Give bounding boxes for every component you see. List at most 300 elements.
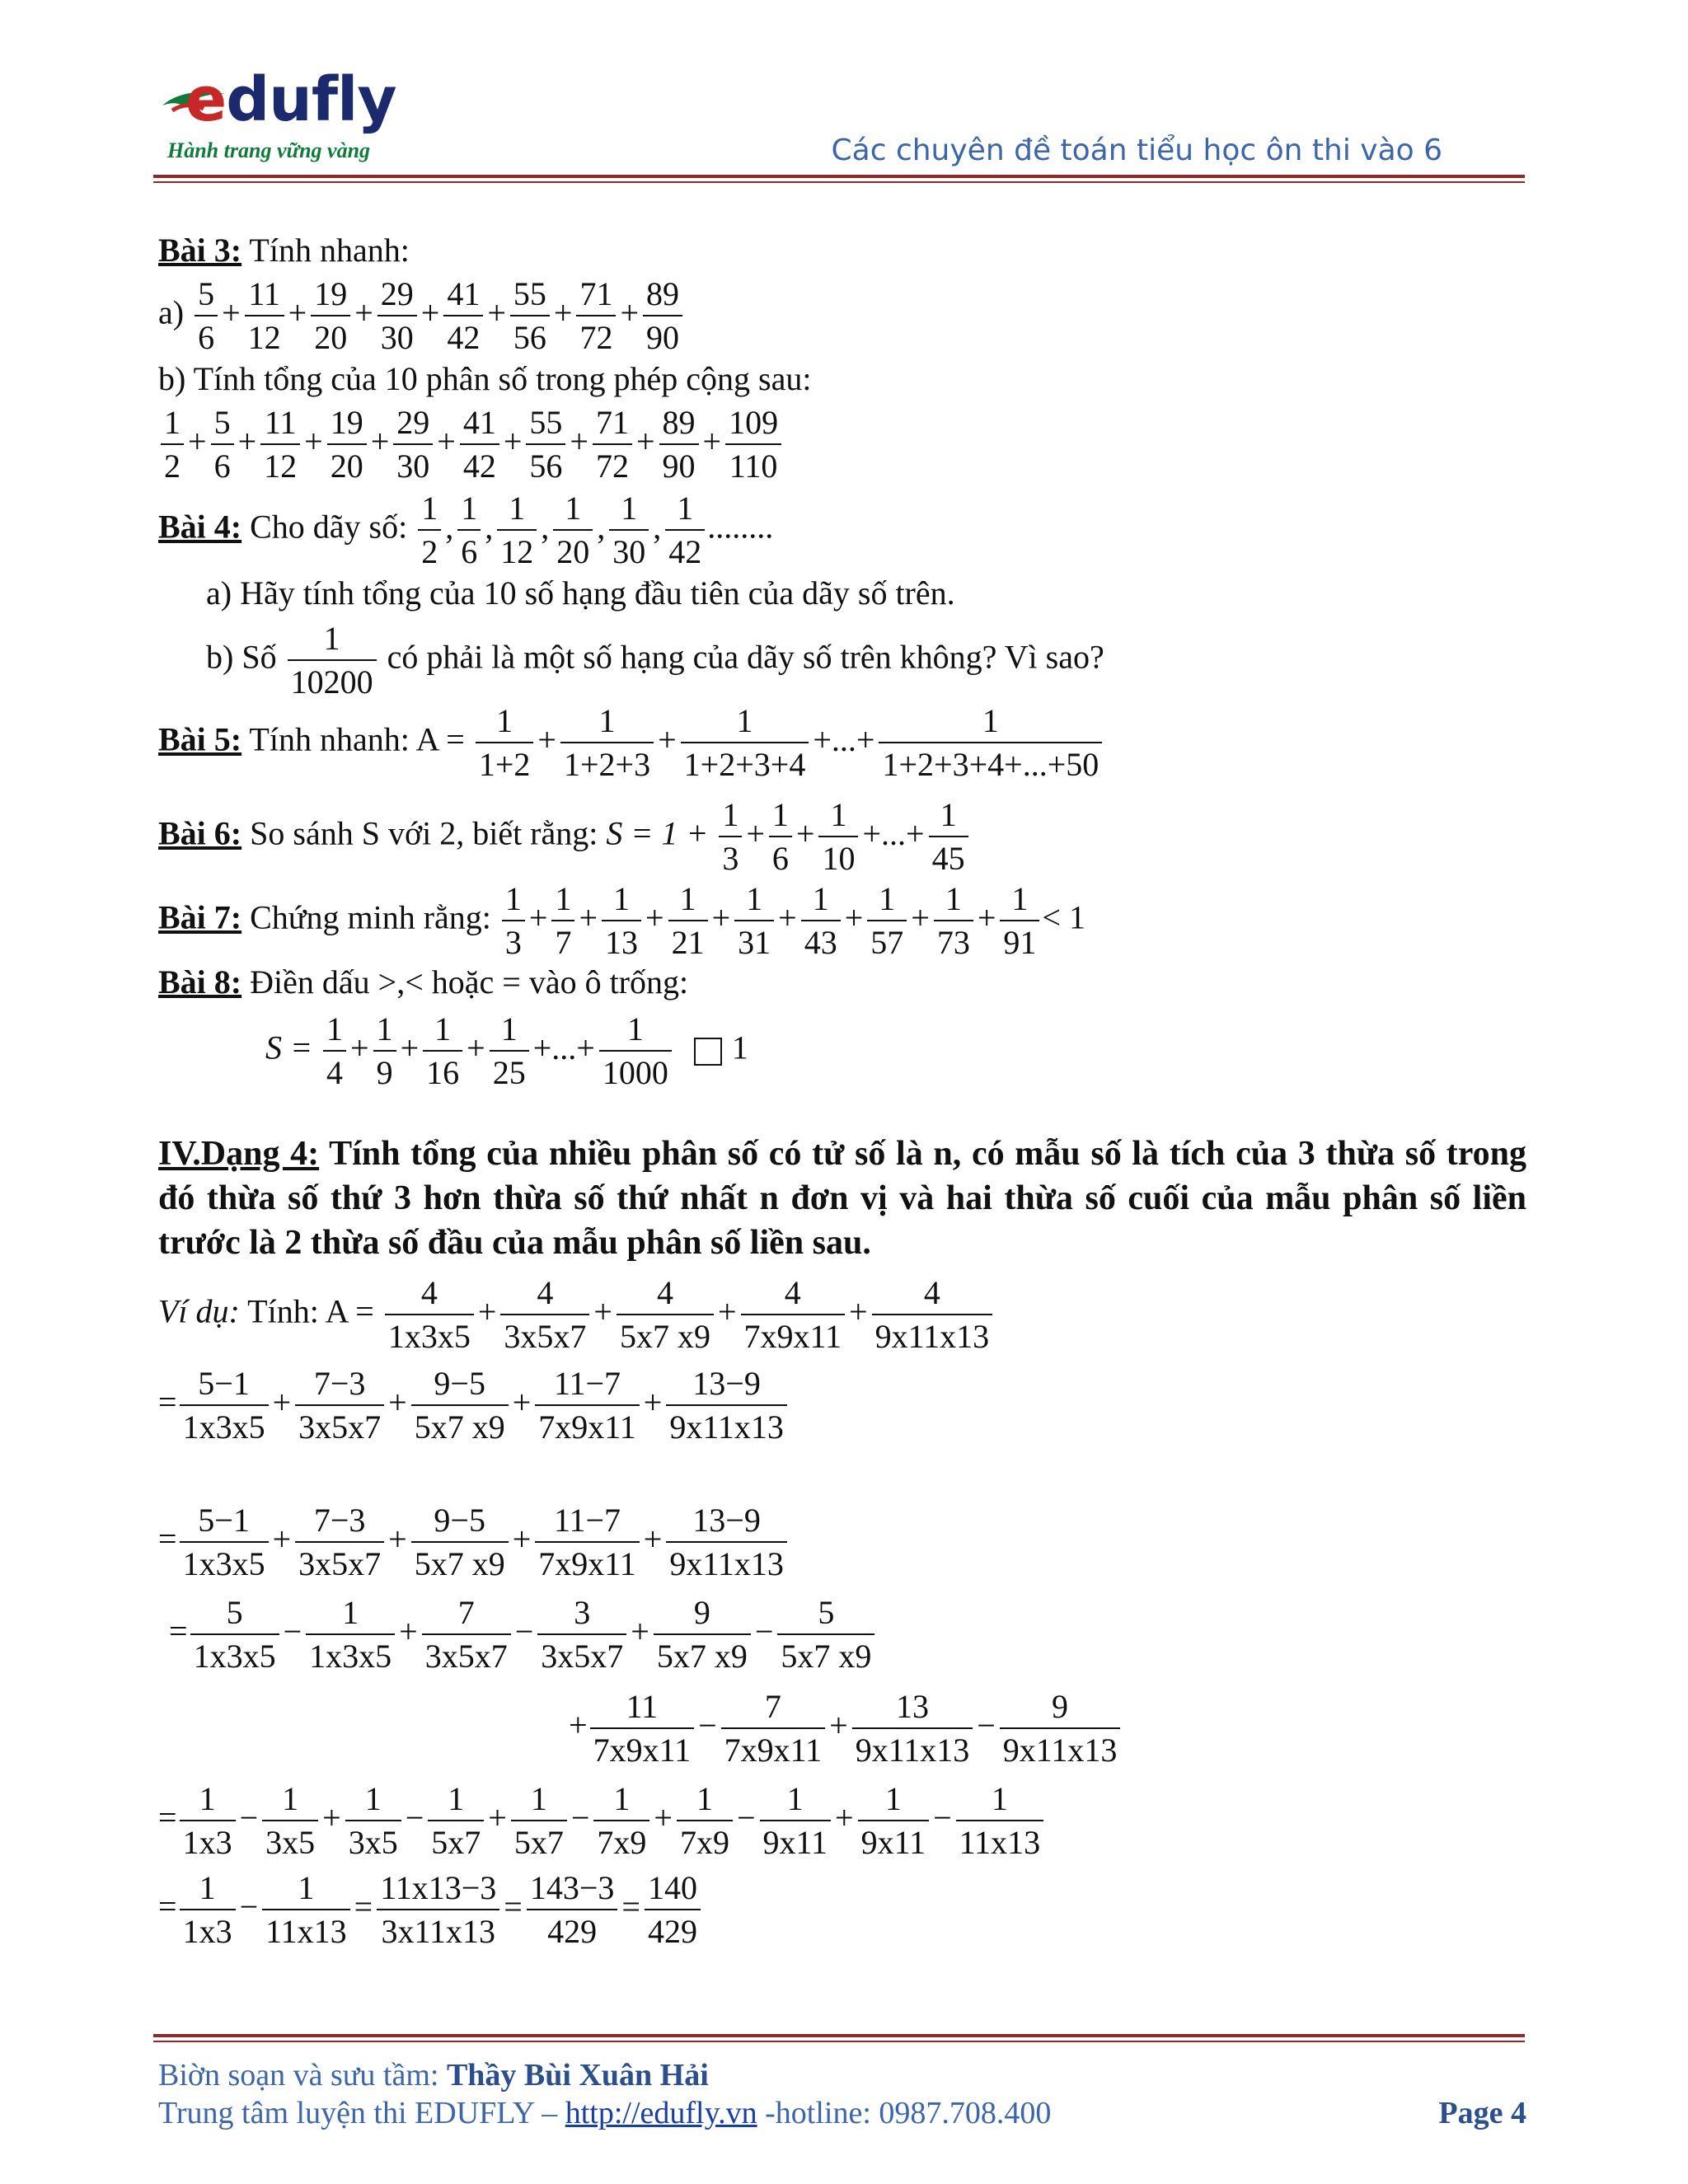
denominator: 9x11x13: [669, 1545, 784, 1582]
denominator: 1000: [602, 1054, 668, 1091]
fraction: [177, 1780, 238, 1862]
bai3-a-label: a): [158, 293, 185, 331]
fraction: [303, 1594, 397, 1675]
denominator: 6: [461, 533, 478, 570]
bai7-expression: [499, 880, 1043, 961]
example-row4: = $\frac{5}{1x3x5}$ − $\frac{1}{1x3x5}$ + $\frac{7}{3x5x7}$ − $\frac{3}{3x5x7}$ + $\frac{9}{5x7 x9}$ − $\frac{5}{5x7 x9}$: [169, 1594, 877, 1675]
numerator: 1: [502, 880, 525, 921]
header-title: Các chuyên đề toán tiểu học ôn thi vào 6: [831, 134, 1442, 167]
numerator: 19: [311, 275, 350, 316]
page-number: Page 4: [1438, 2096, 1526, 2130]
denominator: 3x5x7: [298, 1545, 382, 1582]
operator: +: [746, 814, 765, 852]
example-row5-expression: [588, 1688, 1123, 1769]
fraction: [473, 702, 537, 784]
bai8-expression-line: [265, 1010, 748, 1092]
numerator: 5: [190, 1594, 279, 1635]
operator: +: [370, 422, 390, 460]
numerator: 1: [180, 1869, 236, 1910]
denominator: 90: [646, 319, 680, 356]
fraction: [498, 1274, 592, 1356]
bai4-sequence: [415, 490, 707, 570]
numerator: 11−7: [535, 1502, 640, 1543]
denominator: 20: [330, 448, 363, 485]
numerator: 1: [497, 490, 537, 531]
denominator: 3x5x7: [424, 1638, 508, 1675]
numerator: 5: [195, 275, 218, 316]
numerator: 89: [659, 404, 699, 445]
operator: +: [350, 1029, 369, 1066]
numerator: 9−5: [411, 1502, 509, 1543]
numerator: 9: [1000, 1688, 1121, 1729]
fraction: [767, 796, 795, 878]
operator: +: [467, 1029, 485, 1066]
example-row2-expression: [177, 1365, 790, 1446]
denominator: 3x5x7: [298, 1408, 382, 1446]
numerator: 1: [511, 1780, 567, 1821]
operator: +: [188, 422, 207, 460]
denominator: 30: [612, 533, 646, 570]
denominator: 1x3: [182, 1913, 232, 1950]
operator: +: [512, 1520, 532, 1558]
operator: +: [835, 1798, 854, 1836]
fraction: [723, 404, 784, 485]
fraction: [732, 880, 776, 962]
fraction: [325, 404, 369, 485]
numerator: 4: [385, 1274, 474, 1315]
fraction: [716, 796, 744, 878]
fraction: [343, 1780, 404, 1862]
operator: +: [537, 720, 556, 758]
fraction: [549, 880, 577, 962]
fraction: [375, 275, 420, 357]
fraction: [856, 1780, 932, 1862]
denominator: 42: [447, 319, 481, 356]
fraction: [495, 490, 539, 571]
fraction: [308, 275, 353, 357]
fraction: [409, 1365, 511, 1446]
numerator: 1: [373, 1010, 396, 1052]
numerator: 1: [769, 796, 792, 837]
denominator: 7x9x11: [538, 1408, 636, 1446]
denominator: 56: [529, 448, 563, 485]
operator: +: [570, 422, 588, 460]
denominator: 3x11x13: [381, 1913, 495, 1950]
fraction: [640, 275, 685, 357]
numerator: 9: [654, 1594, 751, 1635]
bai5-expression: [473, 702, 1104, 783]
denominator: 6: [213, 448, 231, 485]
bai8-rhs: 1: [731, 1029, 748, 1066]
header-rule-thin: [153, 181, 1525, 183]
answer-box[interactable]: [694, 1038, 722, 1066]
bai7-line: [158, 880, 1085, 962]
operator: ,: [597, 508, 606, 546]
numerator: 5: [211, 404, 234, 445]
fraction: [177, 1365, 271, 1446]
numerator: 7−3: [295, 1502, 384, 1543]
bai6-line: [158, 796, 971, 878]
denominator: 9x11x13: [669, 1408, 784, 1446]
numerator: 1: [423, 1010, 462, 1052]
numerator: 5−1: [180, 1365, 269, 1406]
operator: +: [658, 720, 677, 758]
example-row2: = $\frac{5-1}{1x3x5}$ + $\frac{7-3}{3x5x7}$ + $\frac{9-5}{5x7 x9}$ + $\frac{11-7}{7x9x11}$ + $\frac{13-9}{9x11x13}$: [158, 1365, 790, 1446]
numerator: 13−9: [666, 1502, 787, 1543]
denominator: 30: [380, 319, 414, 356]
numerator: 7: [721, 1688, 826, 1729]
fraction: [209, 404, 237, 485]
denominator: 1x3: [182, 1824, 232, 1861]
bai4-b-post: có phải là một số hạng của dãy số trên không? Vì sao?: [387, 638, 1104, 676]
denominator: 4: [326, 1054, 343, 1091]
denominator: 1x3x5: [309, 1638, 392, 1675]
numerator: 7−3: [295, 1365, 384, 1406]
numerator: 1: [428, 1780, 484, 1821]
bai7-rhs: < 1: [1042, 898, 1085, 936]
footer-author: Thầy Bùi Xuân Hải: [446, 2058, 709, 2093]
numerator: 1: [956, 1780, 1044, 1821]
denominator: 1x3x5: [182, 1545, 265, 1582]
operator: +: [579, 898, 598, 936]
numerator: 1: [818, 796, 858, 837]
dang4-text: Tính tổng của nhiều phân số có tử số là n, có mẫu số là tích của 3 thừa số trong đó thừa số thứ 3 hơn thừa số thứ nhất n đơn vị và hai thừa số cuối của mẫu phân số liền trước là 2 thừa số đầu của mẫu phân số liền sau.: [158, 1135, 1526, 1262]
numerator: 109: [725, 404, 781, 445]
operator: =: [621, 1887, 640, 1925]
numerator: 55: [510, 275, 550, 316]
bai4-b: [206, 620, 1104, 701]
fraction: [997, 880, 1042, 962]
numerator: 3: [537, 1594, 626, 1635]
bai5-label: Bài 5:: [158, 720, 242, 758]
denominator: 16: [426, 1054, 460, 1091]
denominator: 3x5: [265, 1824, 316, 1861]
numerator: 1: [551, 880, 574, 921]
operator: +: [528, 898, 548, 936]
operator: ,: [445, 508, 454, 546]
fraction: [391, 404, 435, 485]
logo-tagline: Hành trang vững vàng: [167, 138, 371, 162]
bai3-a: [158, 275, 685, 357]
denominator: 9x11x13: [1002, 1732, 1118, 1769]
denominator: 90: [662, 448, 696, 485]
fraction: [719, 1688, 828, 1769]
fraction: [651, 1594, 753, 1675]
operator: ,: [541, 508, 550, 546]
numerator: 1: [560, 702, 654, 743]
operator: +...+: [813, 720, 875, 758]
numerator: 1: [681, 702, 809, 743]
fraction: [188, 1594, 282, 1675]
fraction: [260, 1780, 321, 1862]
bai3-b-fractions: [158, 404, 784, 485]
numerator: 1: [734, 880, 774, 921]
denominator: 1x3x5: [182, 1408, 265, 1446]
operator: +: [512, 1383, 532, 1421]
fraction: [258, 404, 302, 485]
denominator: 45: [931, 840, 965, 877]
numerator: 1: [457, 490, 481, 531]
logo-letter-e: e: [185, 64, 227, 135]
numerator: 1: [665, 490, 705, 531]
fraction: [524, 1869, 621, 1951]
denominator: 5x7 x9: [656, 1638, 748, 1675]
denominator: 429: [547, 1913, 598, 1950]
operator: +: [272, 1383, 292, 1421]
numerator: 13−9: [666, 1365, 787, 1406]
operator: +: [620, 293, 640, 331]
bai4-heading: [158, 490, 773, 571]
fraction: [177, 1502, 271, 1583]
denominator: 20: [556, 533, 590, 570]
fraction: [457, 404, 502, 485]
fraction: [997, 1688, 1123, 1769]
denominator: 1+2+3+4: [683, 746, 806, 783]
operator: +: [400, 1029, 420, 1066]
operator: +: [829, 1706, 848, 1744]
denominator: 73: [936, 924, 970, 961]
operator: +: [849, 1292, 868, 1330]
fraction: [158, 404, 186, 485]
bai3-label: Bài 3:: [158, 232, 242, 269]
numerator: 1: [490, 1010, 529, 1052]
fraction: [509, 1780, 570, 1862]
numerator: 13: [852, 1688, 973, 1729]
fraction: [558, 702, 656, 784]
fraction: [876, 702, 1104, 784]
operator: −: [933, 1798, 952, 1836]
numerator: 1: [476, 702, 534, 743]
footer-rule: [153, 2034, 1525, 2037]
fraction: [666, 880, 710, 962]
fraction: [597, 1010, 674, 1092]
fraction: [870, 1274, 996, 1356]
fraction: [574, 275, 618, 357]
denominator: 42: [462, 448, 496, 485]
numerator: 1: [262, 1780, 318, 1821]
operator: +: [399, 1612, 418, 1650]
fraction: [678, 702, 812, 784]
example-row5: + $\frac{11}{7x9x11}$ − $\frac{7}{7x9x11}$ + $\frac{13}{9x11x13}$ − $\frac{9}{9x11x13}$: [569, 1688, 1123, 1769]
denominator: 5x7: [431, 1824, 481, 1861]
operator: −: [977, 1706, 996, 1744]
operator: −: [698, 1706, 717, 1744]
fraction: [588, 1688, 697, 1769]
numerator: 9−5: [411, 1365, 509, 1406]
numerator: 1: [719, 796, 742, 837]
denominator: 9x11x13: [855, 1732, 970, 1769]
numerator: 4: [741, 1274, 846, 1315]
operator: +: [593, 1292, 612, 1330]
operator: =: [504, 1887, 523, 1925]
fraction: [455, 490, 483, 571]
operator: +: [488, 1798, 507, 1836]
operator: +: [237, 422, 257, 460]
numerator: 71: [593, 404, 632, 445]
fraction: [674, 1780, 735, 1862]
bai6-text: So sánh S với 2, biết rằng:: [241, 814, 607, 852]
footer-rule-thin: [153, 2041, 1525, 2042]
fraction: [499, 880, 528, 962]
numerator: 1: [668, 880, 708, 921]
example-row7-expression: [177, 1869, 703, 1950]
fraction: [931, 880, 976, 962]
bai7-label: Bài 7:: [158, 898, 242, 936]
denominator: 43: [804, 924, 837, 961]
fraction: [926, 796, 971, 878]
operator: +: [645, 898, 664, 936]
denominator: 6: [771, 840, 789, 877]
operator: +: [272, 1520, 292, 1558]
example-label: Ví dụ:: [158, 1292, 240, 1330]
operator: −: [570, 1798, 590, 1836]
bai6-expression: [716, 796, 970, 877]
fraction: [382, 1274, 476, 1356]
denominator: 13: [605, 924, 639, 961]
example-row3: = $\frac{5-1}{1x3x5}$ + $\frac{7-3}{3x5x7}$ + $\frac{9-5}{5x7 x9}$ + $\frac{11-7}{7x9x11}$ + $\frac{13-9}{9x11x13}$: [158, 1502, 790, 1583]
bai8-expression: [321, 1010, 674, 1091]
bai3-text: Tính nhanh:: [241, 232, 410, 269]
operator: +: [388, 1383, 407, 1421]
denominator: 72: [595, 448, 629, 485]
numerator: 140: [645, 1869, 701, 1910]
denominator: 9x11x13: [874, 1318, 990, 1355]
denominator: 12: [247, 319, 281, 356]
numerator: 1: [1000, 880, 1039, 921]
denominator: 30: [396, 448, 430, 485]
fraction: [508, 275, 552, 357]
denominator: 10: [822, 840, 856, 877]
operator: +...+: [862, 814, 925, 852]
fraction: [409, 1502, 511, 1583]
numerator: 1: [161, 404, 184, 445]
bai8-heading: [158, 963, 689, 1001]
denominator: 1x3x5: [387, 1318, 471, 1355]
operator: +: [437, 422, 456, 460]
operator: +: [795, 814, 815, 852]
fraction: [532, 1502, 642, 1583]
fraction: [663, 1365, 790, 1446]
denominator: 1+2+3: [563, 746, 651, 783]
numerator: 1: [929, 796, 968, 837]
operator: +: [304, 422, 323, 460]
fraction: [293, 1365, 387, 1446]
example-row4-expression: [188, 1594, 878, 1675]
denominator: 25: [492, 1054, 526, 1091]
fraction: [775, 1594, 877, 1675]
denominator: 1x3x5: [193, 1638, 276, 1675]
fraction: [799, 880, 843, 962]
numerator: 1: [760, 1780, 832, 1821]
numerator: 1: [323, 1010, 346, 1052]
operator: −: [736, 1798, 756, 1836]
denominator: 429: [647, 1913, 697, 1950]
footer-website-link[interactable]: http://edufly.vn: [565, 2096, 757, 2130]
footer-contact-line: [158, 2095, 1051, 2131]
operator: +: [778, 898, 797, 936]
operator: +: [643, 1383, 663, 1421]
denominator: 9: [376, 1054, 393, 1091]
numerator: 1: [180, 1780, 236, 1821]
example-row6-expression: [177, 1780, 1047, 1861]
example-row1-expression: [382, 1274, 995, 1355]
operator: +: [477, 1292, 497, 1330]
operator: +: [322, 1798, 341, 1836]
fraction: [321, 1010, 349, 1092]
denominator: 110: [729, 448, 778, 485]
fraction: [374, 1869, 502, 1951]
operator: +: [717, 1292, 737, 1330]
operator: −: [405, 1798, 424, 1836]
operator: −: [514, 1612, 534, 1650]
numerator: 11: [260, 404, 300, 445]
numerator: 1: [602, 880, 641, 921]
denominator: 9x11: [762, 1824, 828, 1861]
numerator: 19: [327, 404, 367, 445]
numerator: 41: [460, 404, 499, 445]
denominator: 20: [314, 319, 348, 356]
operator: +: [487, 293, 506, 331]
operator: +: [354, 293, 373, 331]
denominator: 12: [500, 533, 534, 570]
fraction: [177, 1869, 238, 1951]
logo-text: [185, 64, 396, 135]
denominator: 31: [738, 924, 771, 961]
numerator: 1: [306, 1594, 395, 1635]
bai6-label: Bài 6:: [158, 814, 242, 852]
numerator: 1: [867, 880, 907, 921]
operator: +: [911, 898, 930, 936]
operator: −: [283, 1612, 302, 1650]
numerator: 1: [262, 1869, 350, 1910]
numerator: 29: [393, 404, 433, 445]
numerator: 7: [422, 1594, 511, 1635]
bai3-b-expression: [158, 404, 784, 485]
example-row7: = $\frac{1}{1x3}$ − $\frac{1}{11x13}$ = $\frac{11x13-3}{3x11x13}$ = $\frac{143-3}{429}$ = $\frac{140}{429}$: [158, 1869, 703, 1951]
operator: +: [388, 1520, 407, 1558]
denominator: 21: [671, 924, 705, 961]
bai3-heading: [158, 234, 410, 267]
operator: +: [654, 1798, 673, 1836]
numerator: 11x13−3: [377, 1869, 499, 1910]
numerator: 89: [643, 275, 682, 316]
operator: −: [239, 1798, 259, 1836]
fraction: [657, 404, 701, 485]
denominator: 5x7 x9: [414, 1408, 505, 1446]
fraction: [614, 1274, 716, 1356]
fraction: [535, 1594, 629, 1675]
fraction: [757, 1780, 834, 1862]
dang4-paragraph: [158, 1132, 1526, 1265]
operator: +: [977, 898, 996, 936]
denominator: 10200: [290, 663, 373, 701]
bai5-text: Tính nhanh: A =: [241, 720, 473, 758]
fraction: [663, 1502, 790, 1583]
fraction: [816, 796, 860, 878]
numerator: 11: [590, 1688, 695, 1729]
fraction: [441, 275, 485, 357]
example-row6: = $\frac{1}{1x3}$ − $\frac{1}{3x5}$ + $\frac{1}{3x5}$ − $\frac{1}{5x7}$ + $\frac{1}{5x7}$ − $\frac{1}{7x9}$ + $\frac{1}{7x9}$ − $\frac{1}{9x11}$ + $\frac{1}{9x11}$ − $\frac{1}{11x13}$: [158, 1780, 1046, 1862]
fraction: [293, 1502, 387, 1583]
denominator: 2: [421, 533, 438, 570]
denominator: 11x13: [265, 1913, 347, 1950]
denominator: 1+2+3+4+...+50: [882, 746, 1100, 783]
numerator: 29: [377, 275, 417, 316]
denominator: 3: [504, 924, 522, 961]
fraction: [523, 404, 568, 485]
fraction: [738, 1274, 848, 1356]
numerator: 1: [418, 490, 441, 531]
